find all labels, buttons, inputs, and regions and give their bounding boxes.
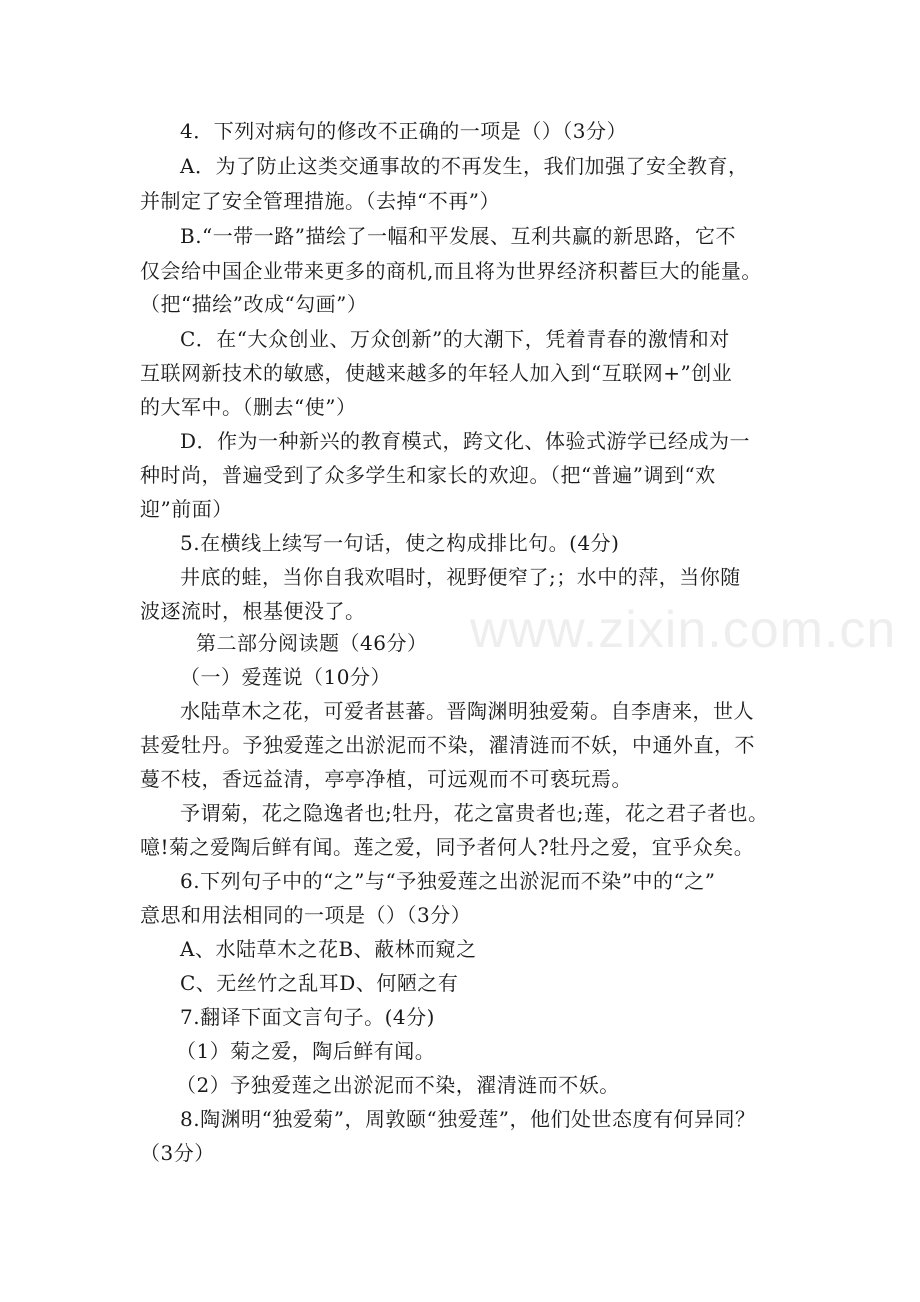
passage-line-1: 水陆草木之花，可爱者甚蕃。晋陶渊明独爱菊。自李唐来，世人 (180, 699, 754, 723)
option-a-line-1: A．为了防止这类交通事故的不再发生，我们加强了安全教育， (180, 154, 749, 178)
question-8-points: （3分） (140, 1141, 215, 1165)
option-d-line-3: 迎”前面） (140, 497, 233, 521)
question-5-text-line-2: 波逐流时，根基便没了。 (140, 599, 366, 623)
option-d-line-2: 种时尚，普遍受到了众多学生和家长的欢迎。（把“普遍”调到“欢 (140, 463, 716, 487)
option-a-line-2: 并制定了安全管理措施。（去掉“不再”） (140, 189, 500, 213)
option-c-line-2: 互联网新技术的敏感，使越来越多的年轻人加入到“互联网+”创业 (140, 361, 733, 385)
passage-line-2: 甚爱牡丹。予独爱莲之出淤泥而不染，濯清涟而不妖，中通外直，不 (140, 733, 755, 757)
question-6-options-ab: A、水陆草木之花B、蔽林而窥之 (180, 937, 477, 961)
option-b-line-3: （把“描绘”改成“勾画”） (140, 292, 368, 316)
question-7-stem: 7.翻译下面文言句子。(4分) (180, 1005, 435, 1029)
question-7-item-1: （1）菊之爱，陶后鲜有闻。 (176, 1039, 436, 1063)
question-6-options-cd: C、无丝竹之乱耳D、何陋之有 (180, 971, 459, 995)
passage-line-4: 予谓菊，花之隐逸者也;牡丹，花之富贵者也;莲，花之君子者也。 (180, 801, 769, 825)
question-6-stem-line-1: 6.下列句子中的“之”与“予独爱莲之出淤泥而不染”中的“之” (180, 869, 716, 893)
question-5-stem: 5.在横线上续写一句话，使之构成排比句。(4分) (180, 531, 620, 555)
section-heading-reading: 第二部分阅读题（46分） (196, 631, 428, 655)
passage-line-3: 蔓不枝，香远益清，亭亭净植，可远观而不可亵玩焉。 (140, 767, 632, 791)
option-d-line-1: D．作为一种新兴的教育模式，跨文化、体验式游学已经成为一 (180, 429, 751, 453)
passage-line-5: 噫!菊之爱陶后鲜有闻。莲之爱，同予者何人?牡丹之爱，宜乎众矣。 (140, 835, 755, 859)
option-c-line-1: C．在“大众创业、万众创新”的大潮下，凭着青春的激情和对 (180, 327, 730, 351)
question-4-stem: 4．下列对病句的修改不正确的一项是（）（3分） (180, 119, 627, 143)
question-5-text-line-1: 井底的蛙，当你自我欢唱时，视野便窄了;；水中的萍，当你随 (180, 565, 741, 589)
option-b-line-2: 仅会给中国企业带来更多的商机,而且将为世界经济积蓄巨大的能量。 (140, 259, 762, 283)
question-7-item-2: （2）予独爱莲之出淤泥而不染，濯清涟而不妖。 (176, 1073, 620, 1097)
subsection-heading-ailianshuo: （一）爱莲说（10分） (180, 665, 391, 689)
option-c-line-3: 的大军中。（删去“使”） (140, 395, 357, 419)
option-b-line-1: B.“一带一路”描绘了一幅和平发展、互利共赢的新思路，它不 (180, 224, 737, 248)
question-8-stem: 8.陶渊明“独爱菊”，周敦颐“独爱莲”，他们处世态度有何异同？ (180, 1107, 756, 1131)
watermark-text: www.zixin.com.cn (470, 601, 897, 659)
question-6-stem-line-2: 意思和用法相同的一项是（）（3分） (140, 903, 472, 927)
